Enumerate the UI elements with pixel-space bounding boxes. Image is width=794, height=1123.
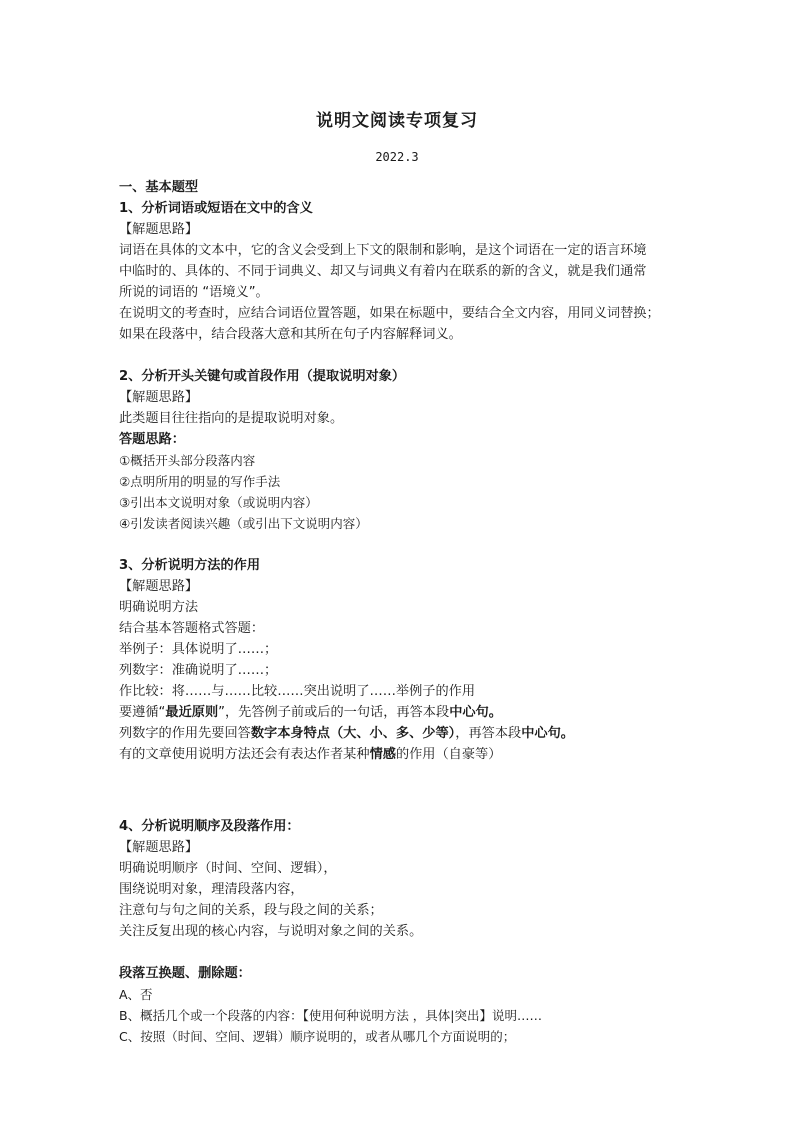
section-heading: 一、基本题型 (119, 180, 199, 195)
document-date: 2022.3 (375, 150, 419, 164)
option-c: C、按照（时间、空间、逻辑）顺序说明的，或者从哪几个方面说明的； (119, 1029, 516, 1044)
paragraph-line: 中临时的、具体的、不同于词典义、却又与词典义有着内在联系的新的含义，就是我们通常 (119, 264, 647, 279)
text-run: ，再答本段 (455, 726, 522, 741)
page-title: 说明文阅读专项复习 (316, 111, 478, 131)
document-body (119, 177, 679, 1047)
solution-label: 【解题思路】 (119, 840, 199, 855)
paragraph-line: 列数字：准确说明了……； (119, 663, 278, 678)
text-run: 的作用（自豪等） (395, 747, 502, 762)
question-4-title: 4、分析说明顺序及段落作用： (119, 819, 300, 834)
paragraph-line: 此类题目往往指向的是提取说明对象。 (119, 411, 344, 426)
option-a: A、否 (119, 987, 153, 1002)
emphasis-text: 中心句。 (449, 705, 502, 720)
emphasis-text: 最近原则 (165, 705, 219, 720)
paragraph-line: 举例子：具体说明了……； (119, 642, 278, 657)
text-run: 要遵循“ (119, 705, 166, 720)
option-b: B、概括几个或一个段落的内容：【使用何种说明方法 ，具体|突出】说明…… (119, 1008, 543, 1023)
solution-label: 【解题思路】 (119, 579, 199, 594)
list-item: ④引发读者阅读兴趣（或引出下文说明内容） (119, 516, 368, 531)
emphasis-text: 数字本身特点（大、小、多、少等） (250, 726, 456, 741)
paragraph-line: 关注反复出现的核心内容，与说明对象之间的关系。 (119, 924, 423, 939)
solution-label: 【解题思路】 (119, 222, 199, 237)
paragraph-line: 如果在段落中，结合段落大意和其所在句子内容解释词义。 (119, 327, 462, 342)
paragraph-line: 词语在具体的文本中，它的含义会受到上下文的限制和影响，是这个词语在一定的语言环境 (119, 243, 647, 258)
text-run: 列数字的作用先要回答 (119, 726, 251, 741)
paragraph-line: 注意句与句之间的关系，段与段之间的关系； (119, 903, 383, 918)
list-item: ②点明所用的明显的写作手法 (119, 474, 281, 489)
question-3-title: 3、分析说明方法的作用 (119, 558, 261, 573)
paragraph-line (119, 723, 679, 744)
answer-label: 答题思路： (119, 432, 185, 447)
question-2-title: 2、分析开头关键句或首段作用（提取说明对象） (119, 369, 406, 384)
paragraph-line: 围绕说明对象，理清段落内容， (119, 882, 304, 897)
question-5-title: 段落互换题、删除题： (119, 966, 251, 981)
question-1-title: 1、分析词语或短语在文中的含义 (119, 201, 313, 216)
paragraph-line: 所说的词语的 “语境义”。 (119, 285, 269, 300)
paragraph-line: 明确说明顺序（时间、空间、逻辑）， (119, 861, 337, 876)
paragraph-line (119, 702, 679, 723)
solution-label: 【解题思路】 (119, 390, 199, 405)
paragraph-line: 作比较：将……与……比较……突出说明了……举例子的作用 (119, 684, 476, 699)
paragraph-line: 在说明文的考查时，应结合词语位置答题，如果在标题中，要结合全文内容，用同义词替换； (119, 306, 660, 321)
paragraph-line: 明确说明方法 (119, 600, 199, 615)
list-item: ①概括开头部分段落内容 (119, 453, 256, 468)
text-run: ”，先答例子前或后的一句话，再答本段 (218, 705, 450, 720)
emphasis-text: 中心句。 (521, 726, 574, 741)
paragraph-line: 结合基本答题格式答题： (119, 621, 265, 636)
paragraph-line (119, 744, 679, 765)
list-item: ③引出本文说明对象（或说明内容） (119, 495, 318, 510)
text-run: 有的文章使用说明方法还会有表达作者某种 (119, 747, 370, 762)
emphasis-text: 情感 (369, 747, 396, 762)
